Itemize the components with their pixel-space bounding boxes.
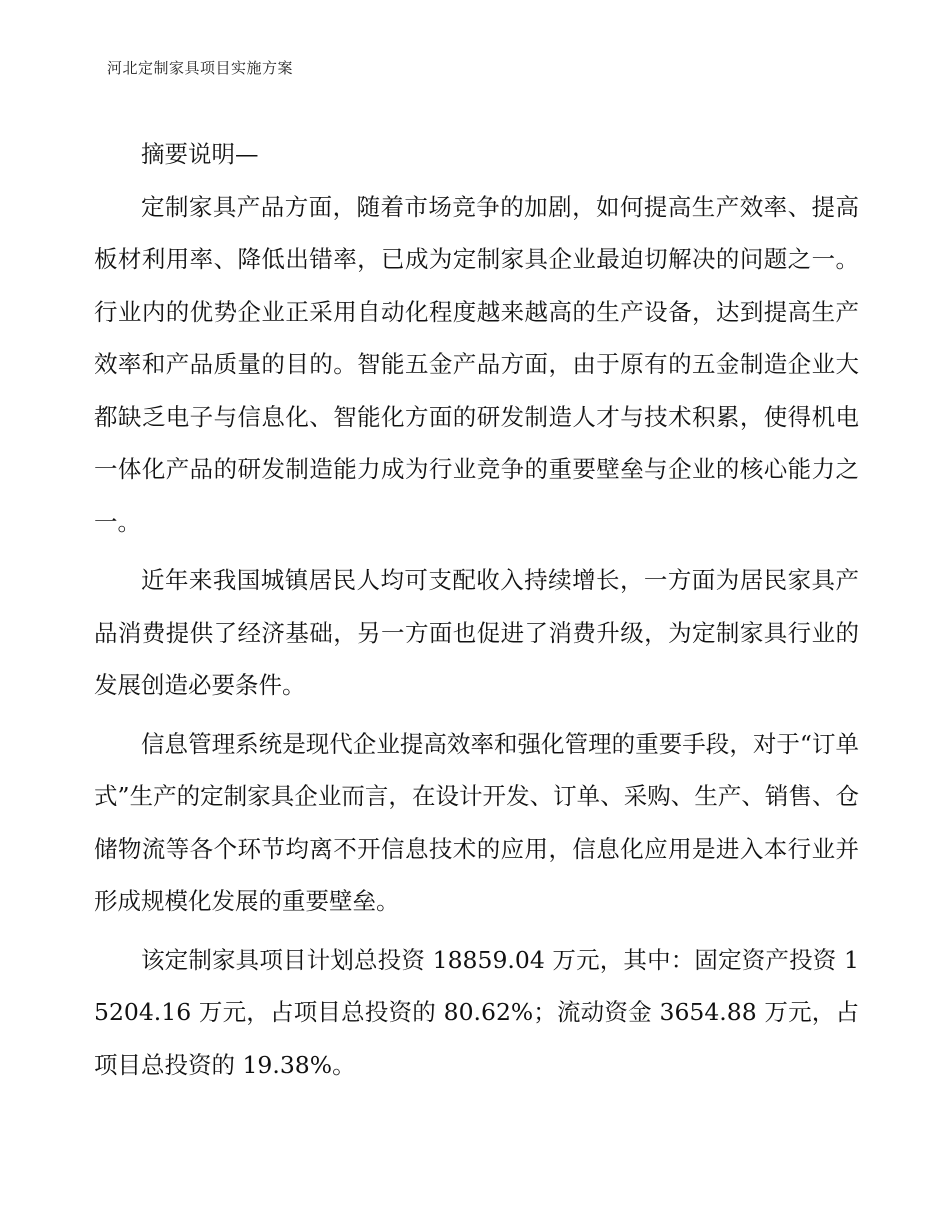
abstract-heading: 摘要说明— xyxy=(141,140,259,168)
page-header-title: 河北定制家具项目实施方案 xyxy=(107,59,294,77)
paragraph-2: 近年来我国城镇居民人均可支配收入持续增长，一方面为居民家具产品消费提供了经济基础，另一方面也促进了消费升级，为定制家具行业的发展创造必要条件。 xyxy=(94,566,859,699)
paragraph-4: 该定制家具项目计划总投资 18859.04 万元，其中：固定资产投资 15204.16 万元，占项目总投资的 80.62%；流动资金 3654.88 万元，占项目总投资的 19.38%。 xyxy=(94,945,859,1079)
paragraph-3: 信息管理系统是现代企业提高效率和强化管理的重要手段，对于“订单式”生产的定制家具企业而言，在设计开发、订单、采购、生产、销售、仓储物流等各个环节均离不开信息技术的应用，信息化应用是进入本行业并形成规模化发展的重要壁垒。 xyxy=(94,729,859,915)
paragraph-1: 定制家具产品方面，随着市场竞争的加剧，如何提高生产效率、提高板材利用率、降低出错率，已成为定制家具企业最迫切解决的问题之一。行业内的优势企业正采用自动化程度越来越高的生产设备，达到提高生产效率和产品质量的目的。智能五金产品方面，由于原有的五金制造企业大都缺乏电子与信息化、智能化方面的研发制造人才与技术积累，使得机电一体化产品的研发制造能力成为行业竞争的重要壁垒与企业的核心能力之一。 xyxy=(94,192,859,536)
document-body xyxy=(94,128,859,1097)
